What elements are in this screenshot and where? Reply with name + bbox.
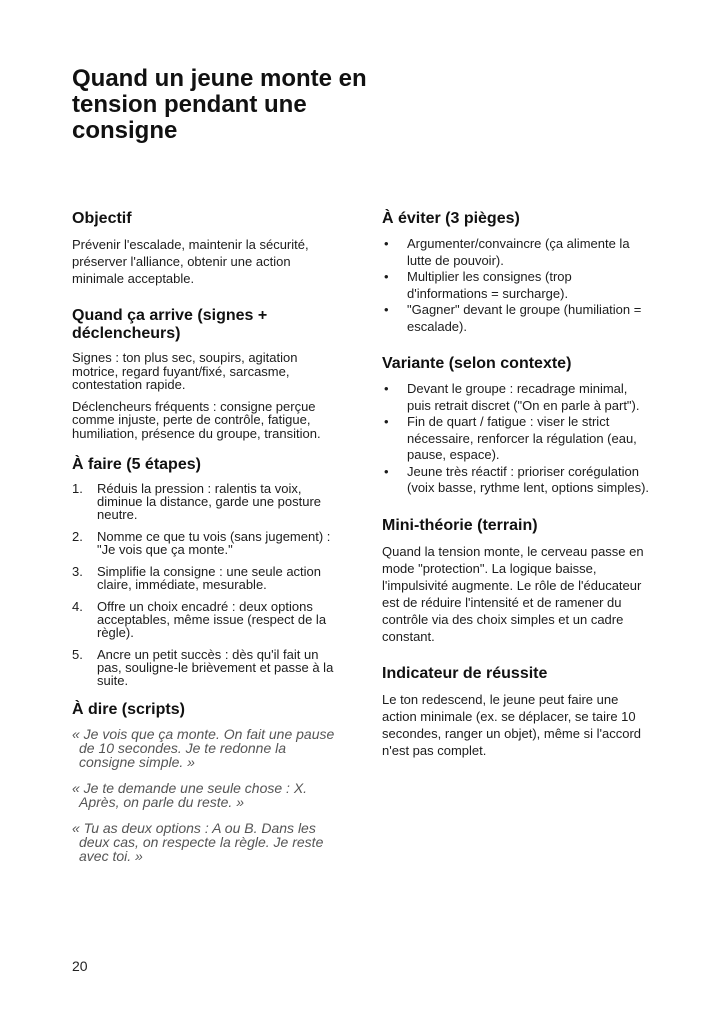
bullet-list xyxy=(382,381,650,497)
bullet-list xyxy=(382,236,650,335)
section-eviter xyxy=(382,210,650,335)
item-text: Fin de quart / fatigue : viser le strict nécessaire, renforcer la régulation (eau, pause, espace). xyxy=(407,414,637,462)
step-text: Simplifie la consigne : une seule action claire, immédiate, mesurable. xyxy=(97,564,322,592)
step-text: Offre un choix encadré : deux options acceptables, même issue (respect de la règle). xyxy=(97,599,327,640)
step-text: Nomme ce que tu vois (sans jugement) : "Je vois que ça monte." xyxy=(97,529,331,557)
list-item xyxy=(72,565,340,591)
step-number: 4. xyxy=(72,599,83,614)
right-column xyxy=(382,210,650,779)
section-afaire xyxy=(72,456,340,687)
section-text: Prévenir l'escalade, maintenir la sécurité, préserver l'alliance, obtenir une action minimale acceptable. xyxy=(72,237,309,286)
section-text: Quand la tension monte, le cerveau passe en mode "protection". La logique baisse, l'impulsivité augmente. Le rôle de l'éducateur est de réduire l'intensité et de ramener du contrôle via des choix simples et un cadre constant. xyxy=(382,543,644,644)
section-heading: Variante (selon contexte) xyxy=(382,355,572,372)
step-text: Réduis la pression : ralentis ta voix, diminue la distance, garde une posture neutre. xyxy=(97,481,322,522)
list-item xyxy=(382,464,650,497)
page-number: 20 xyxy=(72,958,88,974)
item-text: Jeune très réactif : prioriser corégulation (voix basse, rythme lent, options simples). xyxy=(407,463,650,495)
script-quote: « Je vois que ça monte. On fait une pause de 10 secondes. Je te redonne la consigne simple. » xyxy=(72,726,335,770)
list-item xyxy=(72,648,340,687)
list-item xyxy=(382,269,650,302)
section-heading: Indicateur de réussite xyxy=(382,664,548,682)
step-number: 1. xyxy=(72,481,83,496)
bullet-icon: • xyxy=(384,236,389,251)
list-item xyxy=(382,414,650,464)
step-number: 3. xyxy=(72,564,83,579)
item-text: Argumenter/convaincre (ça alimente la lutte de pouvoir). xyxy=(407,236,630,268)
list-item xyxy=(382,381,650,414)
bullet-icon: • xyxy=(384,302,389,317)
bullet-icon: • xyxy=(384,414,389,429)
list-item xyxy=(382,236,650,269)
signes-text: Signes : ton plus sec, soupirs, agitation motrice, regard fuyant/fixé, sarcasme, contestation rapide. xyxy=(72,350,298,392)
section-heading: Mini-théorie (terrain) xyxy=(382,516,538,534)
list-item xyxy=(72,530,340,556)
page-title: Quand un jeune monte en tension pendant une consigne xyxy=(72,65,367,144)
item-text: Devant le groupe : recadrage minimal, puis retrait discret ("On en parle à part"). xyxy=(407,381,640,413)
section-objectif xyxy=(72,210,340,287)
section-indicateur xyxy=(382,665,650,759)
step-number: 2. xyxy=(72,529,83,544)
bullet-icon: • xyxy=(384,381,389,396)
script-quote: « Je te demande une seule chose : X. Après, on parle du reste. » xyxy=(72,780,308,810)
section-heading: À éviter (3 pièges) xyxy=(382,210,520,227)
declencheurs-text: Déclencheurs fréquents : consigne perçue comme injuste, perte de contrôle, fatigue, humiliation, présence du groupe, transition. xyxy=(72,398,321,441)
section-heading: Quand ça arrive (signes + déclencheurs) xyxy=(72,307,268,342)
list-item xyxy=(382,302,650,335)
section-heading: Objectif xyxy=(72,210,132,227)
step-text: Ancre un petit succès : dès qu'il fait un pas, souligne-le brièvement et passe à la suite. xyxy=(97,647,334,688)
step-number: 5. xyxy=(72,647,83,662)
list-item xyxy=(72,482,340,521)
section-variante xyxy=(382,355,650,497)
section-quand xyxy=(72,307,340,440)
list-item xyxy=(72,600,340,639)
section-text: Le ton redescend, le jeune peut faire une action minimale (ex. se déplacer, se taire 10 secondes, ranger un objet), même si l'accord n'est pas complet. xyxy=(382,691,641,758)
item-text: Multiplier les consignes (trop d'informations = surcharge). xyxy=(407,269,572,301)
steps-list xyxy=(72,482,340,687)
bullet-icon: • xyxy=(384,269,389,284)
script-quote: « Tu as deux options : A ou B. Dans les deux cas, on respecte la règle. Je reste avec toi. » xyxy=(72,820,324,864)
section-heading: À faire (5 étapes) xyxy=(72,456,201,473)
section-heading: À dire (scripts) xyxy=(72,701,185,718)
bullet-icon: • xyxy=(384,463,389,479)
section-adire xyxy=(72,701,340,863)
left-column xyxy=(72,210,340,883)
section-theorie xyxy=(382,517,650,645)
item-text: "Gagner" devant le groupe (humiliation = escalade). xyxy=(407,302,642,334)
